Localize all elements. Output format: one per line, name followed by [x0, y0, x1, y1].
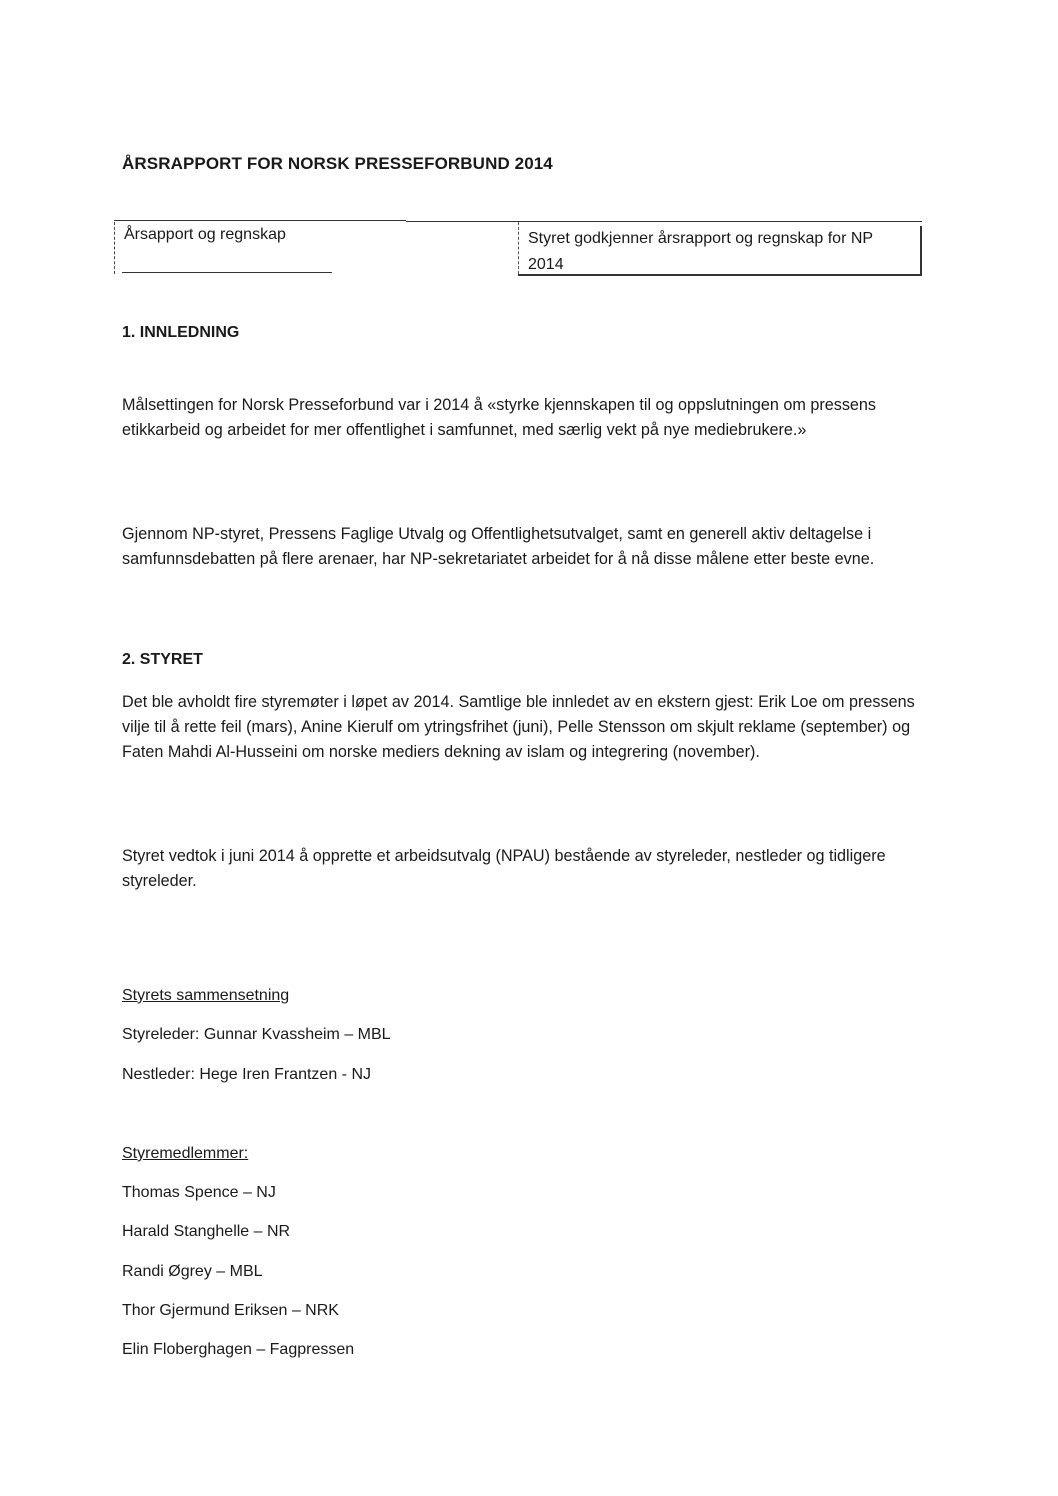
table-border-middle — [518, 222, 519, 274]
paragraph-meetings: Det ble avholdt fire styremøter i løpet av 2014. Samtlige ble innledet av en ekstern gjest: Erik Loe om pressens vilje til å rette feil (mars), Anine Kierulf om ytringsfrihet (juni), Pelle Stensson om skjult reklame (september) og Faten Mahdi Al-Husseini om norske mediers dekning av islam og integrering (november). — [122, 693, 915, 761]
member-item: Harald Stanghelle – NR — [122, 1223, 291, 1240]
document-title: ÅRSRAPPORT FOR NORSK PRESSEFORBUND 2014 — [122, 154, 553, 173]
member-item: Elin Floberghagen – Fagpressen — [122, 1341, 355, 1358]
board-deputy: Nestleder: Hege Iren Frantzen - NJ — [122, 1066, 371, 1083]
composition-heading: Styrets sammensetning — [122, 987, 290, 1004]
section-heading-styret: 2. STYRET — [122, 651, 203, 668]
board-leader: Styreleder: Gunnar Kvassheim – MBL — [122, 1026, 391, 1043]
member-item: Thomas Spence – NJ — [122, 1184, 276, 1201]
paragraph-work: Gjennom NP-styret, Pressens Faglige Utvalg og Offentlighetsutvalget, samt en generell aktiv deltagelse i samfunnsdebatten på flere arenaer, har NP-sekretariatet arbeidet for å nå disse målene etter beste evne. — [122, 525, 875, 568]
table-border-left — [114, 222, 115, 274]
table-border-bottom-left — [122, 272, 332, 273]
table-border-top-right — [406, 221, 922, 222]
approval-table — [114, 220, 922, 276]
members-heading: Styremedlemmer: — [122, 1145, 249, 1162]
table-cell-decision: Styret godkjenner årsrapport og regnskap for NP 2014 — [528, 230, 873, 273]
table-border-top — [114, 220, 406, 221]
section-heading-innledning: 1. INNLEDNING — [122, 324, 240, 341]
member-item: Randi Øgrey – MBL — [122, 1263, 263, 1280]
table-border-right — [920, 226, 922, 274]
member-item: Thor Gjermund Eriksen – NRK — [122, 1302, 339, 1319]
table-cell-subject: Årsapport og regnskap — [124, 226, 286, 243]
paragraph-goal: Målsettingen for Norsk Presseforbund var i 2014 å «styrke kjennskapen til og oppslutningen om pressens etikkarbeid og arbeidet for mer offentlighet i samfunnet, med særlig vekt på nye mediebrukere.» — [122, 396, 877, 439]
paragraph-work-committee: Styret vedtok i juni 2014 å opprette et arbeidsutvalg (NPAU) bestående av styreleder, nestleder og tidligere styreleder. — [122, 847, 886, 890]
